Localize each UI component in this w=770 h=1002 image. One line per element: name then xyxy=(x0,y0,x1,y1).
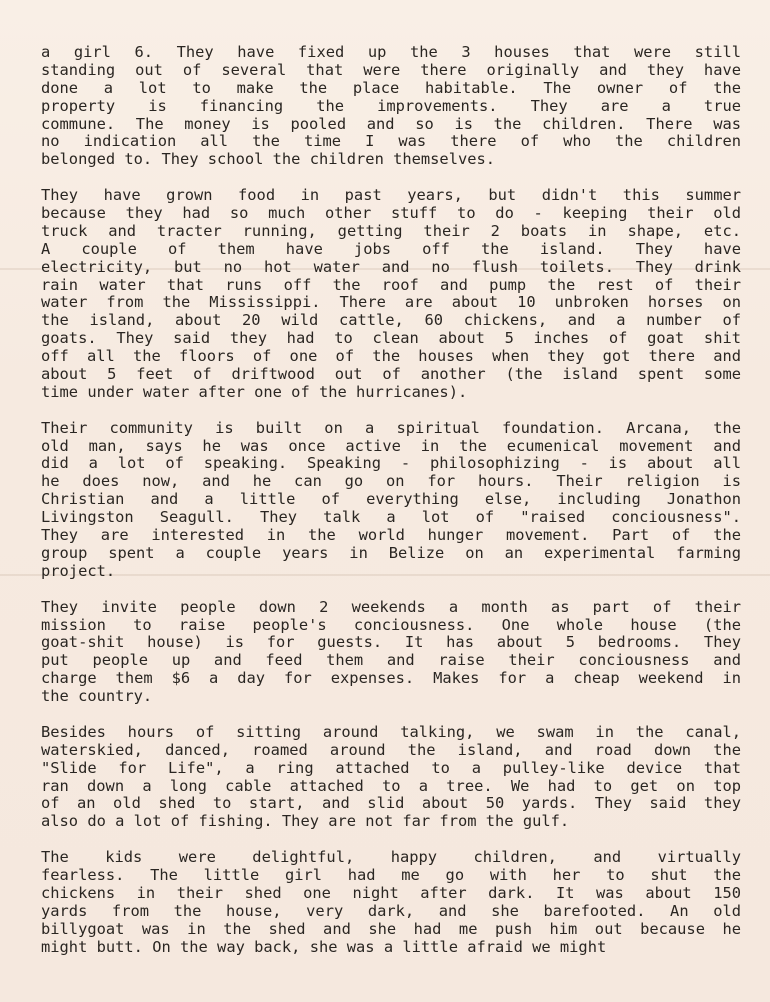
paragraph xyxy=(41,420,741,581)
typewritten-letter-body xyxy=(41,44,741,974)
text-line: project. xyxy=(41,561,116,580)
text-line: he does now, and he can go on for hours. Their religion is xyxy=(41,472,741,491)
text-line: a girl 6. They have fixed up the 3 houses that were still xyxy=(41,43,741,61)
text-line: group spent a couple years in Belize on an experimental farming xyxy=(41,543,741,562)
text-line: A couple of them have jobs off the island. They have xyxy=(41,239,741,258)
text-line: Besides hours of sitting around talking, we swam in the canal, xyxy=(41,722,741,741)
text-line: did a lot of speaking. Speaking - philosophizing - is about all xyxy=(41,454,741,473)
text-line: standing out of several that were there originally and they have xyxy=(41,60,741,79)
text-line: Livingston Seagull. They talk a lot of "raised conciousness". xyxy=(41,508,741,527)
text-line: charge them $6 a day for expenses. Makes for a cheap weekend in xyxy=(41,669,741,688)
paragraph xyxy=(41,849,741,956)
text-line: They have grown food in past years, but didn't this summer xyxy=(41,186,741,205)
text-line: goats. They said they had to clean about 5 inches of goat shit xyxy=(41,329,741,348)
text-line: the country. xyxy=(41,687,153,706)
text-line: fearless. The little girl had me go with her to shut the xyxy=(41,865,741,884)
text-line: the island, about 20 wild cattle, 60 chickens, and a number of xyxy=(41,311,741,330)
text-line: "Slide for Life", a ring attached to a pulley-like device that xyxy=(41,758,741,777)
paragraph xyxy=(41,44,741,169)
text-line: waterskied, danced, roamed around the island, and road down the xyxy=(41,740,741,759)
text-line: done a lot to make the place habitable. The owner of the xyxy=(41,78,741,97)
text-line: The kids were delightful, happy children, and virtually xyxy=(41,848,741,867)
paragraph xyxy=(41,724,741,831)
text-line: put people up and feed them and raise their conciousness and xyxy=(41,651,741,670)
text-line: no indication all the time I was there of who the children xyxy=(41,132,741,151)
text-line: mission to raise people's conciousness. One whole house (the xyxy=(41,615,741,634)
text-line: about 5 feet of driftwood out of another (the island spent some xyxy=(41,365,741,384)
text-line: ran down a long cable attached to a tree. We had to get on top xyxy=(41,776,741,795)
text-line: of an old shed to start, and slid about 50 yards. They said they xyxy=(41,794,741,813)
text-line: yards from the house, very dark, and she barefooted. An old xyxy=(41,901,741,920)
text-line: electricity, but no hot water and no flush toilets. They drink xyxy=(41,257,741,276)
text-line: old man, says he was once active in the ecumenical movement and xyxy=(41,436,741,455)
paragraph xyxy=(41,599,741,706)
text-line: They are interested in the world hunger movement. Part of the xyxy=(41,526,741,545)
text-line: truck and tracter running, getting their 2 boats in shape, etc. xyxy=(41,221,741,240)
text-line: They invite people down 2 weekends a month as part of their xyxy=(41,597,741,616)
text-line: goat-shit house) is for guests. It has about 5 bedrooms. They xyxy=(41,633,741,652)
text-line: also do a lot of fishing. They are not far from the gulf. xyxy=(41,812,570,831)
text-line: property is financing the improvements. They are a true xyxy=(41,96,741,115)
text-line: chickens in their shed one night after dark. It was about 150 xyxy=(41,883,741,902)
text-line: time under water after one of the hurricanes). xyxy=(41,382,468,401)
text-line: Their community is built on a spiritual foundation. Arcana, the xyxy=(41,418,741,437)
text-line: billygoat was in the shed and she had me push him out because he xyxy=(41,919,741,938)
text-line: commune. The money is pooled and so is the children. There was xyxy=(41,114,741,133)
text-line: belonged to. They school the children themselves. xyxy=(41,150,496,169)
text-line: rain water that runs off the roof and pump the rest of their xyxy=(41,275,741,294)
text-line: water from the Mississippi. There are about 10 unbroken horses on xyxy=(41,293,741,312)
text-line: because they had so much other stuff to do - keeping their old xyxy=(41,204,741,223)
paragraph xyxy=(41,187,741,402)
text-line: off all the floors of one of the houses when they got there and xyxy=(41,347,741,366)
text-line: might butt. On the way back, she was a little afraid we might xyxy=(41,937,607,956)
text-line: Christian and a little of everything else, including Jonathon xyxy=(41,490,741,509)
